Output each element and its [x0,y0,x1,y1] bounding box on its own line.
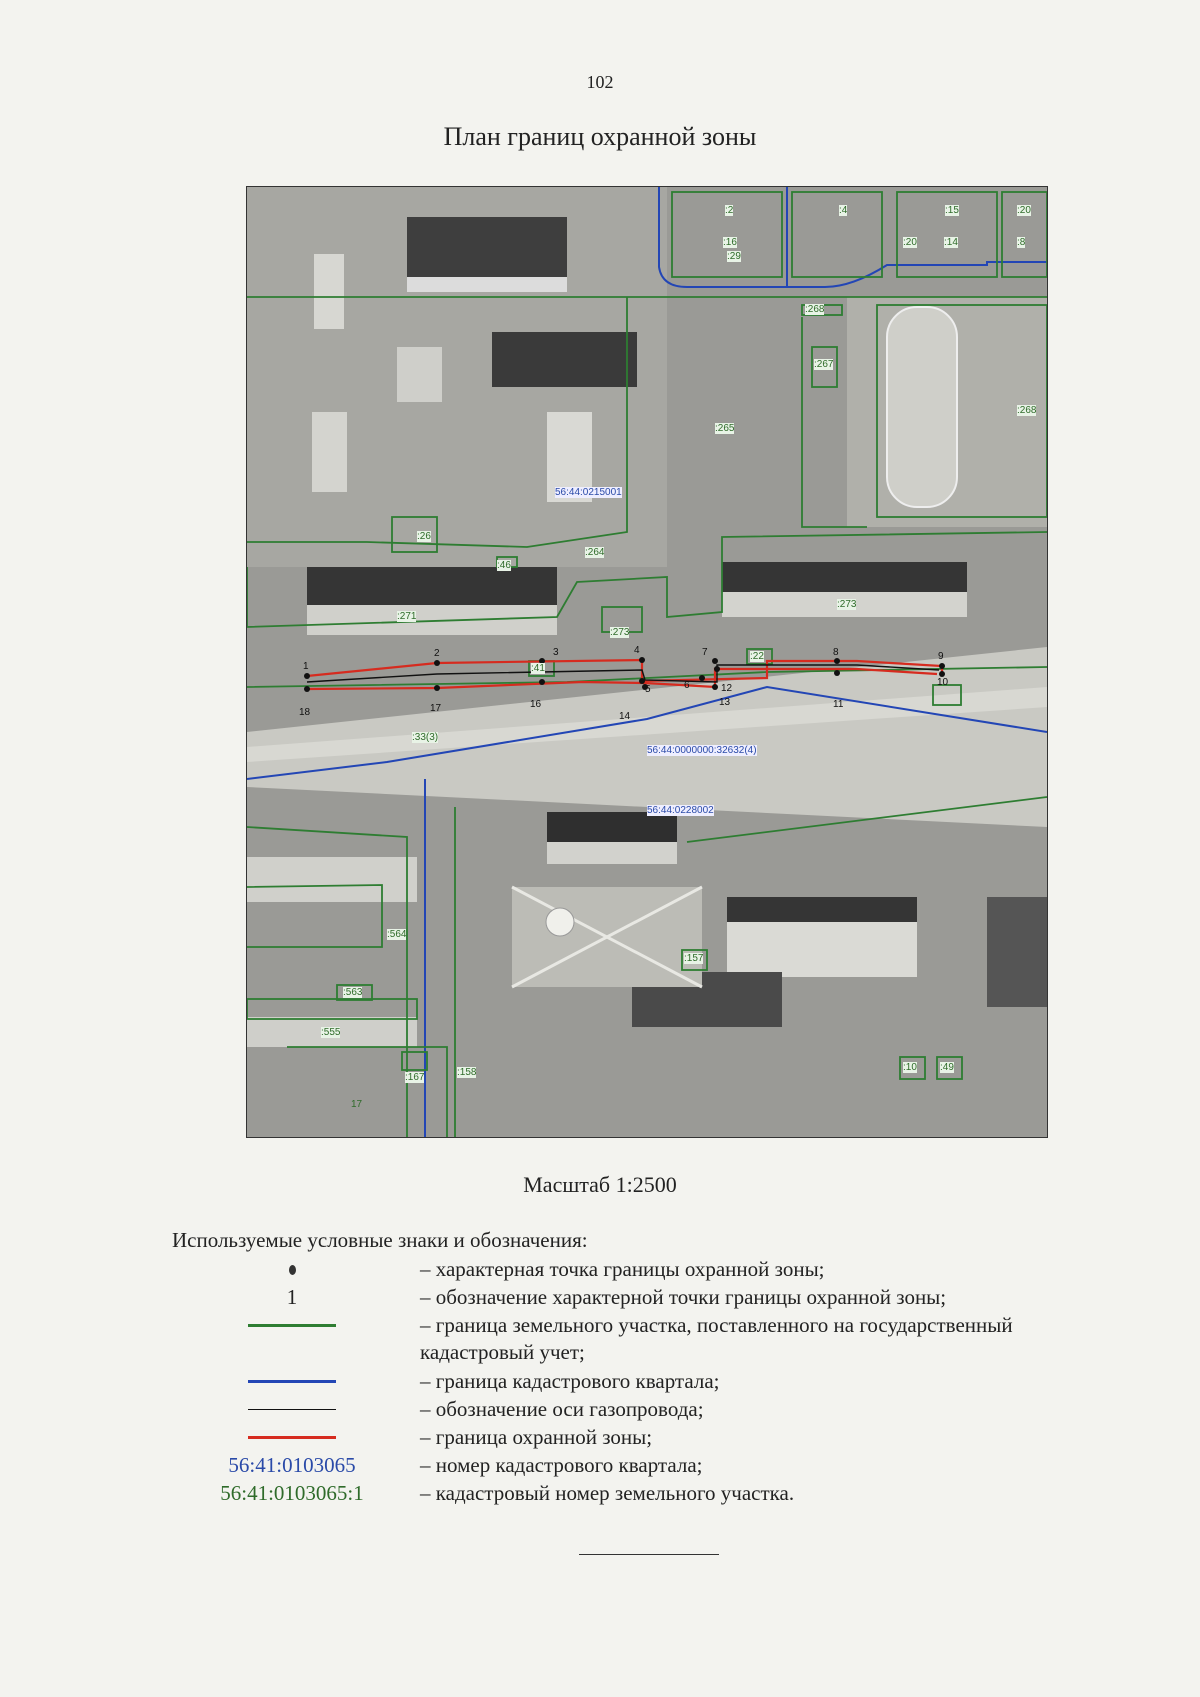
green-line-icon [248,1324,336,1327]
legend-text: – обозначение оси газопровода; [420,1397,704,1421]
legend-text: – граница земельного участка, поставленного на государственный кадастровый учет; [420,1313,1013,1364]
parcel-label: :273 [610,627,630,638]
blue-line-icon [248,1380,336,1383]
legend-item [170,1480,1130,1508]
page-number: 102 [586,72,614,92]
quarter-label: 56:44:0000000:32632(4) [647,745,757,756]
parcel-label: :41 [531,663,545,674]
parcel-label: :4 [839,205,848,216]
point-label: 1 [303,661,309,672]
red-line-icon [248,1436,336,1439]
parcel-label: :555 [321,1027,341,1038]
legend-item [170,1396,1130,1424]
parcel-label: :268 [805,304,825,315]
point-label: 2 [434,648,440,659]
point-label: 18 [299,707,311,718]
parcel-label: :20 [1017,205,1031,216]
parcel-label: :15 [945,205,959,216]
legend-item [170,1368,1130,1396]
parcel-label: :14 [944,237,958,248]
quarter-label: 56:44:0228002 [647,805,714,816]
parcel-label: :158 [457,1067,477,1078]
parcel-label: :265 [715,423,735,434]
parcel-label: :2 [725,205,734,216]
quarter-number-sample: 56:41:0103065 [228,1453,356,1477]
page-title: План границ охранной зоны [443,122,757,151]
point-label: 3 [553,647,559,658]
legend-item [170,1452,1130,1480]
parcel-label: :22 [750,651,764,662]
point-label: 9 [938,651,944,662]
legend-text: – граница кадастрового квартала; [420,1369,720,1393]
black-line-icon [248,1409,336,1410]
parcel-label: :264 [585,547,605,558]
legend-item [170,1256,1130,1284]
point-label: 6 [684,680,690,691]
legend-text: – номер кадастрового квартала; [420,1453,703,1477]
parcel-label: :564 [387,929,407,940]
parcel-label: :49 [940,1062,954,1073]
parcel-label: :167 [405,1072,425,1083]
parcel-label: :26 [417,531,431,542]
legend-text: – характерная точка границы охранной зоны; [420,1257,825,1281]
bottom-rule [579,1554,719,1555]
legend-item [170,1424,1130,1452]
legend-item [170,1284,1130,1312]
legend-heading: Используемые условные знаки и обозначения: [172,1228,588,1252]
parcel-label: 17 [351,1099,363,1110]
point-label: 13 [719,697,731,708]
parcel-label: :20 [903,237,917,248]
parcel-label: :157 [684,953,704,964]
parcel-label: :273 [837,599,857,610]
point-label: 5 [645,684,651,695]
point-label: 10 [937,677,949,688]
point-label: 7 [702,647,708,658]
parcel-number-sample: 56:41:0103065:1 [220,1481,364,1505]
point-label: 14 [619,711,631,722]
parcel-label: :563 [343,987,363,998]
cadastral-map[interactable] [246,186,1048,1138]
parcel-label: :267 [814,359,834,370]
point-label: 16 [530,699,542,710]
parcel-label: :271 [397,611,417,622]
legend [170,1256,1130,1508]
parcel-label: :29 [727,251,741,262]
point-label: 4 [634,645,640,656]
legend-text: – граница охранной зоны; [420,1425,653,1449]
map-labels [247,187,1047,1137]
legend-text: – обозначение характерной точки границы охранной зоны; [420,1285,947,1309]
parcel-label: :16 [723,237,737,248]
point-label: 17 [430,703,442,714]
point-label: 8 [833,647,839,658]
map-scale: Масштаб 1:2500 [523,1172,677,1197]
point-label: 11 [833,699,844,710]
quarter-label: 56:44:0215001 [555,487,622,498]
parcel-label: :10 [903,1062,917,1073]
point-dot-icon [289,1265,296,1275]
parcel-label: :268 [1017,405,1037,416]
point-label: 12 [721,683,733,694]
parcel-label: :8 [1017,237,1026,248]
point-number-symbol: 1 [286,1285,298,1309]
legend-item [170,1312,1130,1368]
parcel-label: :46 [497,560,511,571]
parcel-label: :33(3) [412,732,439,743]
legend-text: – кадастровый номер земельного участка. [420,1481,795,1505]
